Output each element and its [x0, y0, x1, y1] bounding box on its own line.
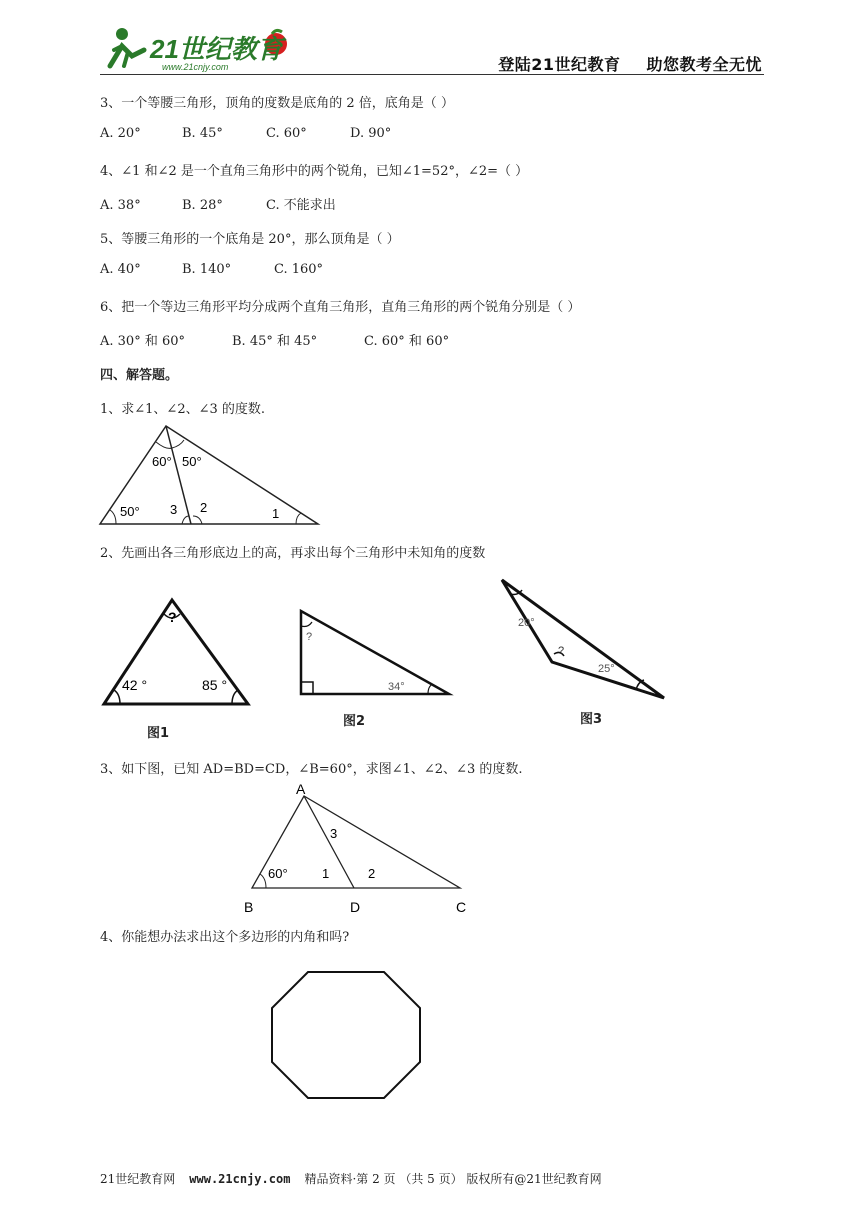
slogan-right: 助您教考全无忧	[646, 55, 762, 74]
option: C. 60°	[266, 126, 307, 141]
problem-2-figure-3	[494, 574, 670, 706]
page-footer	[100, 1170, 602, 1187]
problem-2-figure-1	[98, 592, 254, 710]
right-angle-mark	[301, 682, 313, 694]
angle-label: 2	[200, 500, 208, 515]
option: A. 38°	[100, 198, 141, 213]
figure-caption: 图2	[343, 714, 366, 729]
question-3: 3、一个等腰三角形，顶角的度数是底角的 2 倍，底角是（ ）	[100, 96, 454, 111]
angle-label: 85 °	[202, 677, 228, 693]
unknown-angle: ?	[306, 631, 313, 643]
footer-page-info: 精品资料·第 2 页 （共 5 页） 版权所有@21世纪教育网	[304, 1172, 602, 1186]
unknown-angle: ?	[168, 609, 177, 625]
angle-label: 34°	[388, 681, 405, 693]
figure-caption: 图1	[147, 726, 170, 741]
option: A. 20°	[100, 126, 141, 141]
vertex-label: C	[456, 899, 467, 915]
option: B. 140°	[182, 262, 232, 277]
option: A. 40°	[100, 262, 141, 277]
footer-site-link[interactable]: www.21cnjy.com	[189, 1172, 291, 1186]
vertex-label: A	[296, 781, 306, 797]
problem-3-figure	[236, 780, 476, 920]
angle-label: 60°	[268, 866, 288, 881]
option: C. 160°	[274, 262, 324, 277]
option: A. 30° 和 60°	[100, 334, 186, 349]
vertex-label: B	[244, 899, 254, 915]
angle-label: 1	[272, 506, 280, 521]
angle-label: 2	[368, 866, 376, 881]
unknown-angle: ?	[558, 645, 565, 657]
angle-label: 50°	[120, 504, 140, 519]
question-4-options	[100, 194, 336, 213]
problem-2: 2、先画出各三角形底边上的高，再求出每个三角形中未知角的度数	[100, 546, 486, 561]
option: D. 90°	[350, 126, 392, 141]
header-divider	[100, 74, 764, 75]
logo-text: 21世纪教育	[150, 34, 283, 64]
angle-label: 50°	[182, 454, 202, 469]
question-5: 5、等腰三角形的一个底角是 20°，那么顶角是（ ）	[100, 232, 400, 247]
problem-1: 1、求∠1、∠2、∠3 的度数.	[100, 402, 266, 417]
logo-runner-icon	[100, 26, 300, 74]
option: B. 28°	[182, 198, 223, 213]
angle-label: 3	[170, 502, 178, 517]
footer-left: 21世纪教育网	[100, 1172, 176, 1186]
slogan-left: 登陆21世纪教育	[498, 55, 621, 74]
option: B. 45°	[182, 126, 223, 141]
angle-label: 3	[330, 826, 338, 841]
question-5-options	[100, 262, 323, 277]
option: C. 不能求出	[266, 198, 336, 213]
right-triangle	[301, 611, 449, 694]
figure-caption: 图3	[580, 712, 603, 727]
question-4: 4、∠1 和∠2 是一个直角三角形中的两个锐角，已知∠1=52°，∠2=（ ）	[100, 164, 529, 179]
angle-label: 42 °	[122, 677, 148, 693]
angle-label: 25°	[598, 663, 615, 675]
section-title: 四、解答题。	[100, 368, 179, 383]
question-6: 6、把一个等边三角形平均分成两个直角三角形，直角三角形的两个锐角分别是（ ）	[100, 300, 581, 315]
header-slogan	[498, 52, 762, 75]
site-logo[interactable]	[100, 26, 300, 74]
option: B. 45° 和 45°	[232, 334, 318, 349]
octagon	[272, 972, 420, 1098]
problem-3: 3、如下图，已知 AD=BD=CD，∠B=60°，求图∠1、∠2、∠3 的度数.	[100, 762, 523, 777]
option: C. 60° 和 60°	[364, 334, 450, 349]
vertex-label: D	[350, 899, 361, 915]
logo-url: www.21cnjy.com	[162, 62, 229, 72]
question-6-options	[100, 330, 449, 349]
problem-1-figure	[96, 420, 326, 530]
angle-label: 20°	[518, 617, 535, 629]
problem-4-octagon	[268, 968, 426, 1104]
problem-4: 4、你能想办法求出这个多边形的内角和吗?	[100, 930, 350, 945]
question-3-options	[100, 126, 391, 141]
problem-2-figure-2	[296, 606, 454, 700]
angle-label: 60°	[152, 454, 172, 469]
obtuse-triangle	[502, 580, 664, 698]
angle-label: 1	[322, 866, 330, 881]
